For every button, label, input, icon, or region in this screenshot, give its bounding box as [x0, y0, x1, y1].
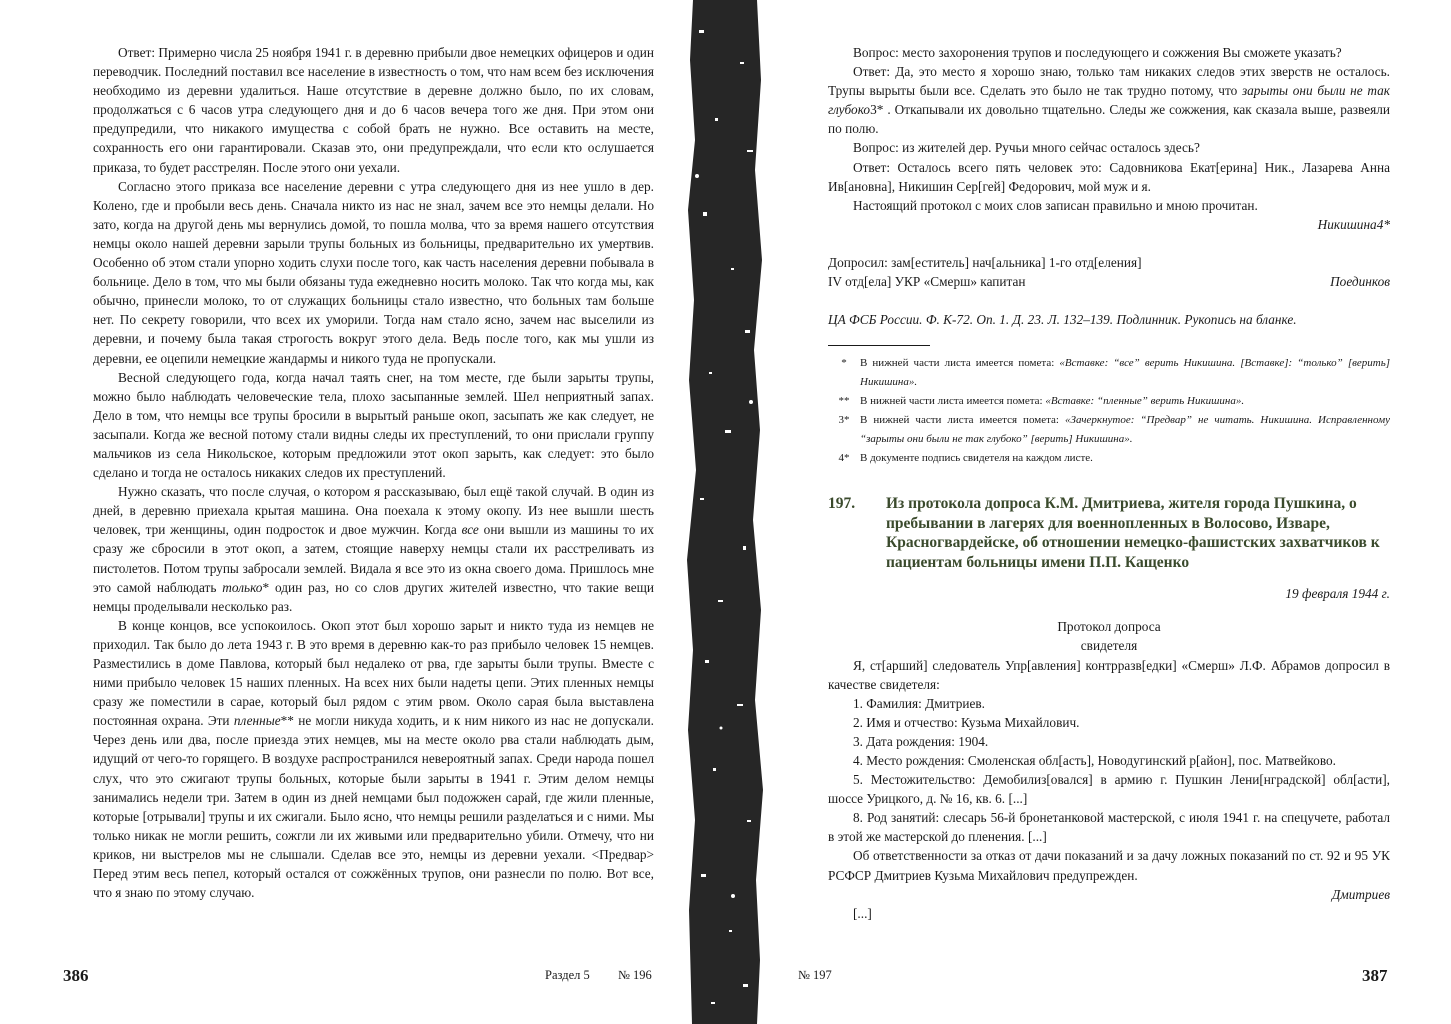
question: Вопрос: из жителей дер. Ручьи много сейчас осталось здесь?	[853, 140, 1200, 156]
footnote	[828, 354, 1390, 392]
footnote	[828, 392, 1390, 411]
footnote-text: В нижней части листа имеется помета:	[860, 357, 1060, 370]
footnote	[828, 449, 1390, 468]
witness-signature: Дмитриев	[1331, 886, 1390, 902]
paragraph	[93, 482, 654, 616]
footnote-divider	[828, 345, 930, 346]
protocol-intro: Я, ст[арший] следователь Упр[авления] контрразв[едки] «Смерш» Л.Ф. Абрамов допросил в качестве свидетеля:	[828, 657, 1390, 692]
omission-mark: [...]	[853, 905, 872, 921]
running-doc-number-left: № 196	[618, 968, 652, 982]
closing-statement: Настоящий протокол с моих слов записан правильно и мною прочитан.	[853, 197, 1258, 213]
spine-texture-icon	[685, 0, 765, 1024]
footnote-quote: «Вставке: “все” верить Никишина. [Вставке]: “только” [верить] Никишина».	[860, 357, 1390, 389]
footnote-mark: **	[838, 395, 850, 408]
left-page	[0, 0, 685, 1024]
protocol-item: 8. Род занятий: слесарь 56-й бронетанковой мастерской, с июля 1941 г. на спецучете, работал в этой же мастерской до пленения. [...]	[828, 810, 1390, 845]
right-text-column	[828, 43, 1390, 923]
protocol-item: 4. Место рождения: Смоленская обл[асть], Новодугинский р[айон], пос. Матвейково.	[853, 752, 1336, 768]
document-heading	[828, 494, 1390, 572]
archive-reference: ЦА ФСБ России. Ф. К-72. Оп. 1. Д. 23. Л. 132–139. Подлинник. Рукопись на бланке.	[828, 312, 1297, 328]
footnote-text: В документе подпись свидетеля на каждом листе.	[860, 452, 1093, 465]
footnote-text: В нижней части листа имеется помета:	[860, 414, 1065, 427]
footnote-mark: 4*	[838, 452, 850, 465]
witness-signature: Никишина4*	[1317, 216, 1390, 232]
italic-run: только	[222, 579, 263, 595]
paragraph: Весной следующего года, когда начал таять снег, на том месте, где были зарыты трупы, можно было наблюдать человеческие тела, плохо засыпанные землей. Шел неприятный запах. Дело в том, что немцы все трупы бросили в вырытый раньше окоп, засыпать же как следует, не засыпали. Когда же весной потому стали видны следы их преступлений, то они прислали группу мальчиков из села Никольское, которым предложили этот окоп зарыть, как следует: это было сделано и тогда не осталось никаких следов их преступлений.	[93, 369, 654, 481]
text-run: ** не могли никуда ходить, и к ним никого из нас не допускали. Через день или два, после приезда этих немцев, мы на месте около рва стали наблюдать дым, идущий от чего-то горящего. В воздухе распространился невероятный запах. Среди народа пошел слух, что это сжигают трупы больных, которые были зарыты в 1941 г. Этим делом немцы занимались недели три. Затем в один из дней немцами был подожжен сарай, где жили пленные, которые [отрывали] трупы и их сжигали. Было ясно, что немцы решили разделаться и с ними. Мы только никак не могли решить, сожгли ли их живыми или предварительно убили. Отмечу, что ни криков, ни выстрелов мы не слышали. Сделав все это, немцы из деревни уехали. <Предвар> Перед этим весь пепел, который остался от сожжённых трупов, они разнесли по полю. Вот все, что я знаю по этому случаю.	[93, 713, 654, 901]
text-run: Ответ: Да, это место я хорошо знаю, только там никаких следов этих зверств не осталось. Трупы вырыты были все. Сделать это было не так трудно потому, что	[828, 64, 1390, 99]
footnote-mark: *	[841, 357, 847, 370]
footnote-mark: 3*	[838, 414, 850, 427]
document-date: 19 февраля 1944 г.	[1285, 586, 1390, 602]
page-number-left: 386	[63, 966, 89, 985]
left-text-column	[93, 43, 654, 902]
question: Вопрос: место захоронения трупов и последующего и сожжения Вы сможете указать?	[853, 45, 1342, 60]
document-title: Из протокола допроса К.М. Дмитриева, жителя города Пушкина, о пребывании в лагерях для военнопленных в Волосово, Изваре, Красногвардейске, об отношении немецко-фашистских захватчиков к пациентам больницы имени П.П. Кащенко	[886, 495, 1380, 571]
interrogator-row	[828, 272, 1390, 291]
paragraph	[93, 616, 654, 902]
running-doc-number-right: № 197	[798, 968, 832, 982]
protocol-subtitle: свидетеля	[1080, 638, 1138, 654]
page-number-right: 387	[1362, 966, 1388, 985]
document-number: 197.	[828, 495, 856, 513]
italic-run: все	[461, 522, 479, 538]
footnotes	[828, 354, 1390, 468]
protocol-item: 1. Фамилия: Дмитриев.	[853, 695, 985, 711]
answer	[828, 62, 1390, 138]
interrogator-name: Поединков	[1330, 274, 1390, 290]
protocol-title: Протокол допроса	[1057, 619, 1161, 635]
text-run: Нужно сказать, что после случая, о котором я рассказываю, был ещё такой случай. В один из дней, в деревню приехала крытая машина. Она поехала к этому окопу. Из нее вышли шесть человек, три женщины, один подросток и двое мужчин. Когда	[93, 484, 654, 538]
paragraph: Согласно этого приказа все население деревни с утра следующего дня из нее ушло в дер. Колено, где и пробыли весь день. Сначала никто из нас не знал, зачем все это немцы делали. Но зато, когда на другой день мы вернулись домой, то пошла молва, что за время нашего отсутствия немцы около нашей деревни зарыли трупы больных из больницы, предварительно их умертвив. Особенно об этом стали упорно ходить слухи после того, как часть населения деревни побывала в больнице. Дело в том, что мы были обязаны туда ежедневно носить молоко. Так что когда мы, как обычно, принесли молоко, то от служащих больницы стало известно, что больных там больше нет. По секрету говорили, что всех их уморили. Тогда нам стало ясно, зачем нас выселили из деревни, и почему была такая строгость вокруг этого дела. Ведь после того, как мы ушли из деревни, ее оцепили немецкие жандармы и никого туда не пропускали.	[93, 178, 654, 366]
protocol-item: 2. Имя и отчество: Кузьма Михайлович.	[853, 714, 1080, 730]
footnote-quote: «Зачеркнутое: “Предвар” не читать. Никишина. Исправленному “зарыты они были не так глубоко” [верить] Никишина».	[860, 414, 1391, 446]
interrogator-line: Допросил: зам[еститель] нач[альника] 1-го отд[еления]	[828, 254, 1142, 270]
paragraph: Ответ: Примерно числа 25 ноября 1941 г. в деревню прибыли двое немецких офицеров и один переводчик. Последний поставил все население в известность о том, что нам всем без исключения необходимо из деревни удалиться. Наше отсутствие в деревне должно было, по их словам, продолжаться с 6 часов утра следующего дня и до 6 часов вечера того же дня. При этом они предупредили, что никакого имущества с собой брать не нужно. Все оставить на месте, сохранность его они гарантировали. Сказав это, они предупреждали, что если кто ослушается приказа, то будет расстрелян. После этого они уехали.	[93, 45, 654, 175]
protocol-item: 5. Местожительство: Демобилиз[овался] в армию г. Пушкин Лени[нградской] обл[асти], шоссе Урицкого, д. № 16, кв. 6. [...]	[828, 772, 1390, 807]
text-run: 3* . Откапывали их довольно тщательно. Следы же сожжения, как сказала выше, развеяли по полю.	[828, 102, 1390, 137]
italic-run: пленные	[233, 713, 281, 729]
protocol-item: 3. Дата рождения: 1904.	[853, 733, 989, 749]
interrogator-rank: IV отд[ела] УКР «Смерш» капитан	[828, 274, 1026, 290]
text-run: В конце концов, все успокоилось. Окоп этот был хорошо зарыт и никто туда из немцев не приходил. Так было до лета 1943 г. В это время в деревню как-то раз прибыло человек 15 немцев. Разместились в доме Павлова, который был недалеко от рва, где зарыты были трупы. Вместе с ними прибыло человек 15 наших пленных. На всех них были надеты цепи. Этих пленных немцы сразу же поместили в сарае, который был рядом с этим рвом. Около сарая была выставлена постоянная охрана. Эти	[93, 617, 654, 729]
text-run: * один раз, но со слов других жителей известно, что такие вещи немцы проделывали несколько раз.	[93, 579, 654, 614]
footnote	[828, 411, 1390, 449]
answer: Ответ: Осталось всего пять человек это: Садовникова Екат[ерина] Ник., Лазарева Анна Ив[ановна], Никишин Сер[гей] Федорович, мой муж и я.	[828, 159, 1390, 194]
book-spine-gutter	[685, 0, 765, 1024]
text-run: они вышли из машины то их сразу же сбросили в этот окоп, а затем, стоящие наверху немцы стали их расстреливать из пистолетов. Потом трупы забросали землей. Видала я все это из окна своего дома. Пришлось мне это самой наблюдать	[93, 522, 654, 595]
italic-run: зарыты они были не так глубоко	[828, 83, 1390, 118]
footnote-quote: «Вставке: “пленные” верить Никишина».	[1045, 395, 1245, 408]
footnote-text: В нижней части листа имеется помета:	[860, 395, 1046, 408]
responsibility-statement: Об ответственности за отказ от дачи показаний и за дачу ложных показаний по ст. 92 и 95 УК РСФСР Дмитриев Кузьма Михайлович предупрежден.	[828, 848, 1390, 883]
right-page	[765, 0, 1451, 1024]
running-section: Раздел 5	[545, 968, 590, 982]
